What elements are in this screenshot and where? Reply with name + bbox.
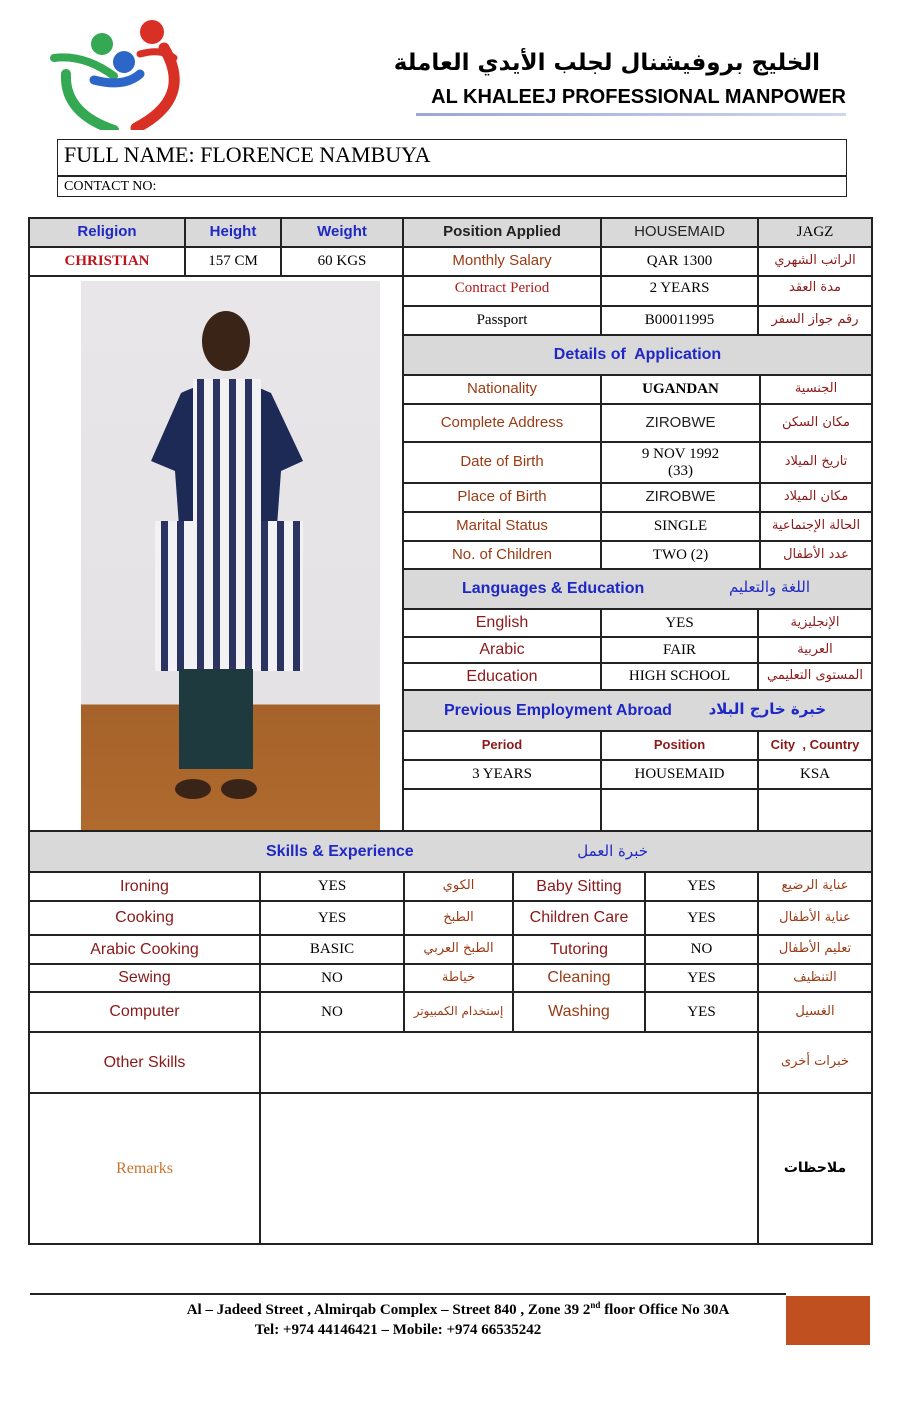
skill-babysitting-value: YES — [687, 878, 716, 895]
children-label: No. of Children — [451, 545, 553, 563]
skill-childrencare-ar: عناية الأطفال — [779, 909, 851, 925]
name-box-divider — [57, 175, 847, 177]
religion-header: Religion — [77, 223, 137, 241]
other-skills-label: Other Skills — [103, 1053, 186, 1071]
skill-tutoring-ar: تعليم الأطفال — [778, 941, 852, 957]
position-header: Position — [653, 737, 706, 753]
agency-code: JAGZ — [796, 224, 834, 241]
arabic-label-ar: العربية — [797, 641, 833, 657]
dob-date: 9 NOV 1992 — [641, 446, 720, 462]
children-value: TWO (2) — [652, 546, 709, 563]
weight-value: 60 KGS — [317, 253, 367, 270]
marital-label-ar: الحالة الإجتماعية — [771, 518, 861, 534]
arabic-label: Arabic — [479, 641, 525, 659]
remarks-value — [261, 1094, 757, 1243]
languages-title: Languages & Education — [462, 580, 645, 597]
contract-label: Contract Period — [454, 279, 550, 296]
employment-period: 3 YEARS — [472, 766, 532, 783]
contact-label: CONTACT NO: — [64, 179, 157, 194]
skill-sewing-value: NO — [321, 969, 343, 986]
position-value: HOUSEMAID — [634, 223, 725, 241]
salary-value: QAR 1300 — [646, 253, 713, 270]
contract-value: 2 YEARS — [649, 279, 710, 296]
skill-cleaning-value: YES — [687, 969, 716, 986]
passport-label: Passport — [476, 312, 528, 329]
skill-ironing-value: YES — [317, 878, 347, 895]
dob-age: (33) — [668, 462, 693, 479]
skill-cooking-ar: الطبخ — [443, 909, 474, 925]
marital-value: SINGLE — [653, 518, 708, 535]
education-label-ar: المستوى التعليمي — [767, 668, 863, 684]
english-value: YES — [665, 614, 694, 631]
skill-washing-value: YES — [687, 1003, 716, 1020]
pob-label-ar: مكان الميلاد — [783, 489, 849, 505]
employment-position: HOUSEMAID — [634, 766, 725, 783]
skills-title-bg — [29, 831, 872, 872]
salary-label-ar: الراتب الشهري — [774, 253, 856, 269]
skills-title: Skills & Experience — [266, 843, 414, 860]
dob-label: Date of Birth — [460, 453, 544, 471]
languages-title-ar: اللغة والتعليم — [729, 578, 810, 596]
skill-babysitting-label: Baby Sitting — [536, 877, 622, 895]
footer-address-tail: floor Office No 30A — [600, 1302, 730, 1318]
skill-tutoring-label: Tutoring — [549, 940, 609, 958]
children-label-ar: عدد الأطفال — [783, 546, 849, 562]
table-bottom-border — [28, 1243, 873, 1245]
line — [28, 830, 873, 832]
line — [402, 689, 873, 691]
company-logo — [44, 18, 189, 130]
nationality-value: UGANDAN — [642, 381, 719, 398]
skill-washing-label: Washing — [548, 1003, 610, 1021]
skill-computer-label: Computer — [109, 1003, 180, 1021]
remarks-label: Remarks — [116, 1159, 173, 1177]
skill-childrencare-value: YES — [687, 909, 716, 926]
english-label-ar: الإنجليزية — [790, 614, 840, 630]
skill-babysitting-ar: عناية الرضيع — [781, 878, 849, 894]
full-name — [64, 142, 431, 168]
footer-line — [30, 1293, 786, 1295]
line — [402, 568, 873, 570]
dob-label-ar: تاريخ الميلاد — [784, 454, 848, 470]
pob-value: ZIROBWE — [645, 488, 716, 506]
skills-title-ar: خبرة العمل — [577, 842, 648, 860]
skill-childrencare-label: Children Care — [529, 909, 629, 927]
education-label: Education — [466, 667, 538, 685]
full-name-value: FLORENCE NAMBUYA — [200, 142, 431, 167]
address-value: ZIROBWE — [645, 413, 716, 431]
weight-header: Weight — [317, 223, 367, 241]
skill-sewing-label: Sewing — [118, 969, 171, 987]
remarks-ar: ملاحظات — [783, 1159, 847, 1176]
other-skills-value — [261, 1033, 757, 1092]
skill-tutoring-value: NO — [690, 941, 713, 958]
skill-sewing-ar: خياطة — [441, 969, 476, 985]
candidate-photo — [81, 281, 380, 831]
skill-arabiccooking-label: Arabic Cooking — [90, 940, 199, 958]
skill-cooking-value: YES — [317, 909, 347, 926]
passport-value: B00011995 — [644, 312, 715, 329]
skill-arabiccooking-ar: الطبخ العربي — [423, 941, 494, 957]
employment-title: Previous Employment Abroad — [444, 702, 672, 719]
line — [402, 788, 873, 790]
period-header: Period — [481, 737, 523, 753]
skill-washing-ar: الغسيل — [795, 1003, 835, 1019]
skill-cleaning-ar: التنظيف — [793, 969, 837, 985]
footer-address-sup: nd — [590, 1300, 601, 1310]
full-name-label: FULL NAME: — [64, 142, 195, 167]
dob-value — [602, 443, 759, 482]
english-label: English — [475, 614, 529, 632]
skill-computer-value: NO — [321, 1003, 343, 1020]
nationality-label-ar: الجنسية — [794, 381, 838, 397]
line — [28, 275, 403, 277]
religion-value: CHRISTIAN — [64, 253, 150, 270]
application-title: Details of Application — [553, 346, 722, 364]
address-label: Complete Address — [440, 413, 564, 431]
height-header: Height — [209, 223, 257, 241]
company-name-english: AL KHALEEJ PROFESSIONAL MANPOWER — [431, 86, 846, 108]
height-value: 157 CM — [208, 253, 258, 270]
footer-address — [100, 1300, 816, 1319]
contract-label-ar: مدة العقد — [789, 279, 841, 295]
education-value: HIGH SCHOOL — [628, 668, 731, 685]
pob-label: Place of Birth — [457, 488, 547, 506]
salary-label: Monthly Salary — [452, 252, 552, 270]
passport-label-ar: رقم جواز السفر — [771, 312, 859, 328]
position-applied-header: Position Applied — [443, 223, 561, 241]
skill-cooking-label: Cooking — [115, 909, 174, 927]
footer-phones: Tel: +974 44146421 – Mobile: +974 66535242 — [254, 1322, 542, 1338]
company-name-arabic: الخليج بروفيشنال لجلب الأيدي العاملة — [393, 50, 820, 76]
skill-cleaning-label: Cleaning — [547, 969, 611, 987]
other-skills-ar: خبرات أخرى — [780, 1054, 850, 1070]
address-label-ar: مكان السكن — [781, 414, 851, 430]
skill-computer-ar: إستخدام الكمبيوتر — [413, 1004, 504, 1019]
skill-ironing-ar: الكوي — [442, 878, 475, 894]
skill-arabiccooking-value: BASIC — [309, 941, 355, 958]
employment-title-ar: خبرة خارج البلاد — [708, 700, 826, 718]
arabic-value: FAIR — [662, 641, 697, 658]
marital-label: Marital Status — [456, 517, 548, 535]
nationality-label: Nationality — [466, 380, 538, 398]
employment-location: KSA — [799, 766, 830, 783]
skill-ironing-label: Ironing — [120, 877, 169, 895]
footer-address-main: Al – Jadeed Street , Almirqab Complex – Street 840 , Zone 39 2 — [186, 1302, 591, 1318]
location-header: City , Country — [770, 737, 860, 753]
header-underline — [416, 113, 846, 116]
